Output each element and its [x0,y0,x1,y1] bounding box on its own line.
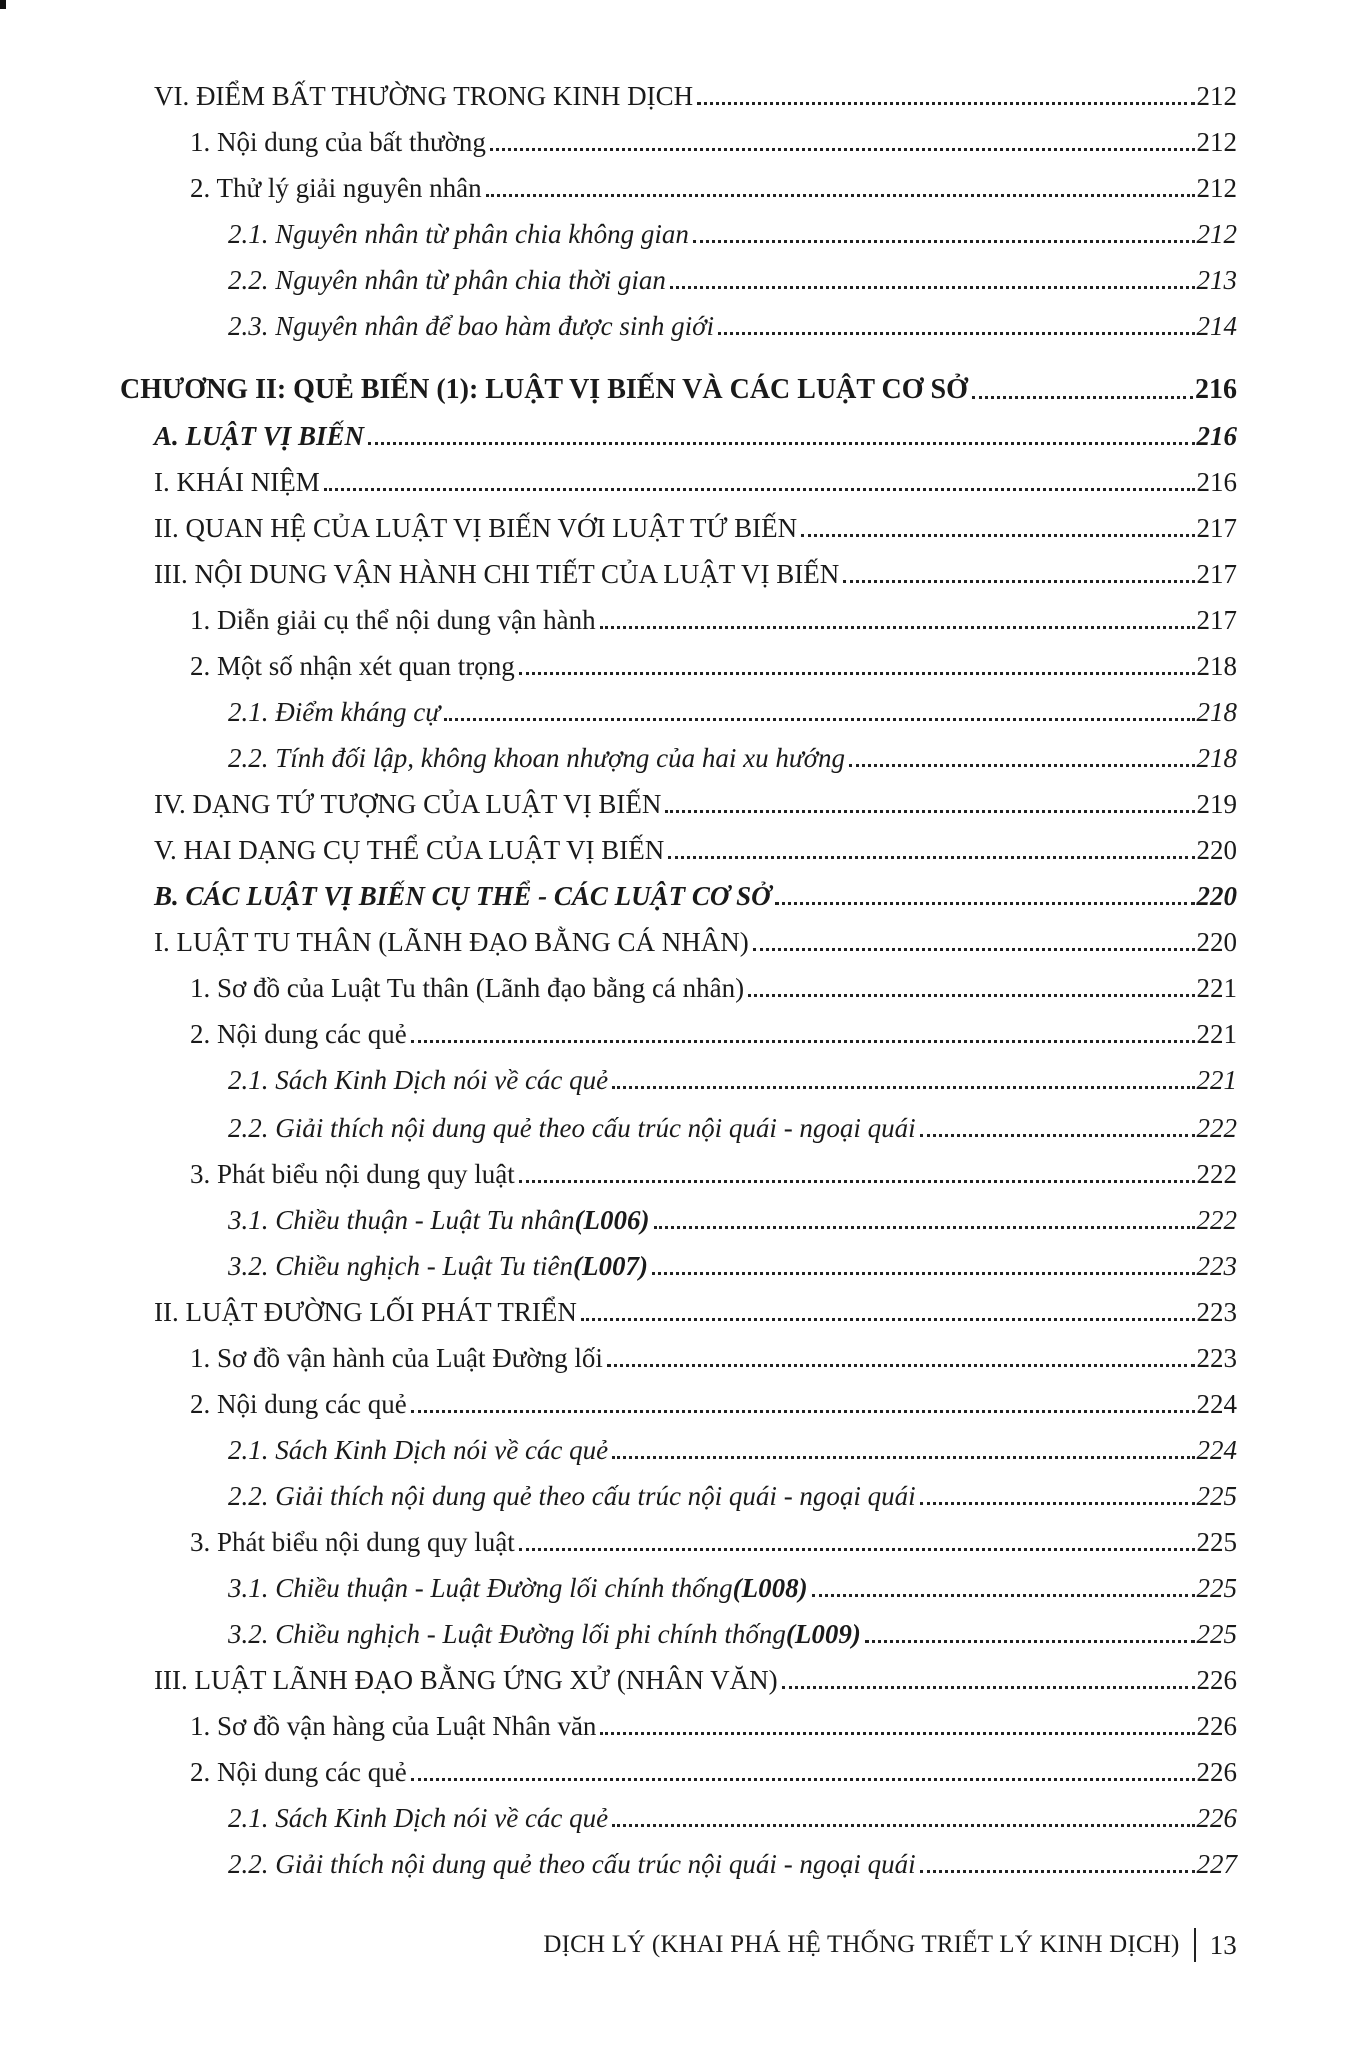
toc-entry-title: II. QUAN HỆ CỦA LUẬT VỊ BIẾN VỚI LUẬT TỨ BIẾN [154,513,798,543]
toc-entry [154,918,1237,958]
toc-entry-title: 2. Nội dung các quẻ [190,1019,407,1049]
toc-entry [154,1288,1237,1328]
toc-dot-leader [718,332,1195,335]
toc-page-number: 218 [1196,651,1237,681]
toc-entry [120,366,1237,406]
toc-dot-leader [920,1134,1195,1137]
toc-page-number: 221 [1196,973,1237,1003]
toc-dot-leader [324,488,1195,491]
toc-entry-title: 3. Phát biểu nội dung quy luật [190,1159,515,1189]
toc-entry-title: 2.1. Sách Kinh Dịch nói về các quẻ [228,1435,609,1465]
footer-page-number: 13 [1209,1929,1237,1960]
toc-entry [228,688,1237,728]
toc-entry-code: (L006) [574,1205,650,1235]
toc-dot-leader [612,1824,1194,1827]
toc-dot-leader [849,764,1195,767]
toc-entry-title: I. LUẬT TU THÂN (LÃNH ĐẠO BẰNG CÁ NHÂN) [154,927,749,957]
toc-entry [190,118,1237,158]
toc-entry-title: 3.1. Chiều thuận - Luật Tu nhân [228,1205,575,1235]
toc-entry-title: 2. Nội dung các quẻ [190,1389,407,1419]
toc-page-number: 220 [1196,835,1237,865]
toc-entry [190,1518,1237,1558]
toc-page-number: 218 [1196,743,1237,773]
toc-entry [228,1610,1237,1650]
toc-entry [154,504,1237,544]
toc-dot-leader [668,856,1194,859]
toc-entry-title: 3. Phát biểu nội dung quy luật [190,1527,515,1557]
toc-entry [154,458,1237,498]
toc-dot-leader [865,1640,1195,1643]
toc-entry-title: III. LUẬT LÃNH ĐẠO BẰNG ỨNG XỬ (NHÂN VĂN) [154,1665,778,1695]
toc-dot-leader [753,948,1195,951]
toc-entry-title: II. LUẬT ĐƯỜNG LỐI PHÁT TRIỂN [154,1297,577,1327]
toc-page-number: 212 [1196,81,1237,111]
toc-dot-leader [411,1040,1195,1043]
toc-entry [228,1242,1237,1282]
toc-entry-title: 2.3. Nguyên nhân để bao hàm được sinh giới [228,311,714,341]
toc-page-number: 218 [1196,697,1237,727]
toc-entry [228,302,1237,342]
toc-page-number: 226 [1196,1757,1237,1787]
toc-page-number: 219 [1196,789,1237,819]
toc-dot-leader [652,1272,1195,1275]
toc-entry [228,1472,1237,1512]
toc-page-number: 222 [1196,1159,1237,1189]
toc-dot-leader [612,1086,1194,1089]
toc-dot-leader [670,286,1195,289]
toc-page-number: 225 [1196,1573,1237,1603]
toc-entry [190,1702,1237,1742]
toc-entry [228,1564,1237,1604]
toc-dot-leader [972,396,1193,399]
toc-entry-code: (L007) [573,1251,648,1281]
toc-entry [154,72,1237,112]
toc-entry [228,1794,1237,1834]
toc-page-number: 217 [1196,605,1237,635]
toc-entry [228,1104,1237,1144]
toc-entry-title: 2.2. Giải thích nội dung quẻ theo cấu trúc nội quái - ngoại quái [228,1481,916,1511]
footer-book-title: DỊCH LÝ (KHAI PHÁ HỆ THỐNG TRIẾT LÝ KINH DỊCH) [543,1931,1180,1958]
toc-page-number: 220 [1196,881,1237,911]
toc-dot-leader [775,902,1195,905]
toc-page-number: 216 [1196,467,1237,497]
toc-entry-title: 2. Một số nhận xét quan trọng [190,651,515,681]
toc-entry-title: A. LUẬT VỊ BIẾN [154,421,365,451]
toc-entry [190,1150,1237,1190]
toc-page-number: 227 [1196,1849,1237,1879]
toc-dot-leader [693,240,1195,243]
toc-page-number: 217 [1196,513,1237,543]
toc-page-number: 216 [1195,374,1237,405]
toc-page-number: 222 [1196,1113,1237,1143]
toc-page-number: 226 [1196,1665,1237,1695]
toc-entry-title: 2.2. Giải thích nội dung quẻ theo cấu trúc nội quái - ngoại quái [228,1113,916,1143]
toc-entry [228,1056,1237,1096]
toc-entry [154,550,1237,590]
toc-entry-title: 1. Sơ đồ của Luật Tu thân (Lãnh đạo bằng cá nhân) [190,973,745,1003]
toc-dot-leader [697,102,1194,105]
toc-entry [190,164,1237,204]
toc-page-number: 216 [1196,421,1237,451]
toc-dot-leader [600,626,1195,629]
toc-page-number: 212 [1196,219,1237,249]
page-edge-mark [0,0,6,9]
footer-separator [1194,1928,1196,1962]
toc-dot-leader [581,1318,1195,1321]
toc-entry [228,256,1237,296]
toc-entry [190,1334,1237,1374]
toc-entry-title: 1. Sơ đồ vận hành của Luật Đường lối [190,1343,603,1373]
toc-page-number: 223 [1196,1343,1237,1373]
toc-entry-title: 3.2. Chiều nghịch - Luật Tu tiên [228,1251,574,1281]
toc-entry-code: (L008) [732,1573,808,1603]
toc-dot-leader [519,672,1195,675]
toc-entry-title: 2.1. Điểm kháng cự [228,697,440,727]
toc-entry-title: 2.1. Sách Kinh Dịch nói về các quẻ [228,1065,609,1095]
toc-entry [190,1748,1237,1788]
toc-page-number: 221 [1196,1065,1237,1095]
toc-page-number: 224 [1196,1389,1237,1419]
toc-entry [190,642,1237,682]
toc-entry-title: I. KHÁI NIỆM [154,467,320,497]
toc-page-number: 225 [1196,1527,1237,1557]
toc-dot-leader [665,810,1194,813]
toc-entry-title: 3.2. Chiều nghịch - Luật Đường lối phi chính thống [228,1619,786,1649]
toc-dot-leader [490,148,1195,151]
toc-entry-title: IV. DẠNG TỨ TƯỢNG CỦA LUẬT VỊ BIẾN [154,789,662,819]
toc-page-number: 212 [1196,127,1237,157]
toc-dot-leader [920,1870,1195,1873]
toc-dot-leader [801,534,1194,537]
toc-entry [190,1380,1237,1420]
toc-page-number: 226 [1196,1711,1237,1741]
toc-entry-title: 1. Nội dung của bất thường [190,127,486,157]
toc-entry-title: 2.1. Nguyên nhân từ phân chia không gian [228,219,689,249]
toc-page-number: 212 [1196,173,1237,203]
toc-page-number: 213 [1196,265,1237,295]
toc-entry [154,412,1237,452]
toc-entry-title: 2. Nội dung các quẻ [190,1757,407,1787]
toc-dot-leader [748,994,1194,997]
toc-entry [154,780,1237,820]
toc-entry [228,1426,1237,1466]
toc-dot-leader [368,442,1194,445]
toc-entry-title: V. HAI DẠNG CỤ THỂ CỦA LUẬT VỊ BIẾN [154,835,665,865]
toc-page-number: 223 [1196,1297,1237,1327]
toc-dot-leader [444,718,1195,721]
toc-dot-leader [519,1548,1195,1551]
toc-page-number: 220 [1196,927,1237,957]
toc-entry-title: 1. Sơ đồ vận hàng của Luật Nhân văn [190,1711,597,1741]
toc-entry [190,596,1237,636]
toc-entry-title: 3.1. Chiều thuận - Luật Đường lối chính thống [228,1573,733,1603]
toc-dot-leader [600,1732,1194,1735]
toc-entry-title: 1. Diễn giải cụ thể nội dung vận hành [190,605,596,635]
toc-page-number: 217 [1196,559,1237,589]
page-footer [543,1928,1237,1962]
toc-entry-title: 2.1. Sách Kinh Dịch nói về các quẻ [228,1803,609,1833]
toc-entry-title: CHƯƠNG II: QUẺ BIẾN (1): LUẬT VỊ BIẾN VÀ CÁC LUẬT CƠ SỞ [120,374,968,405]
toc-dot-leader [607,1364,1195,1367]
toc-dot-leader [519,1180,1195,1183]
toc-dot-leader [654,1226,1195,1229]
toc-entry [154,826,1237,866]
toc-page-number: 224 [1196,1435,1237,1465]
toc-dot-leader [612,1456,1194,1459]
toc-entry-title: 2.2. Nguyên nhân từ phân chia thời gian [228,265,666,295]
toc-dot-leader [411,1778,1195,1781]
toc-entry [228,1196,1237,1236]
toc-dot-leader [843,580,1194,583]
toc-entry [228,1840,1237,1880]
toc-dot-leader [812,1594,1195,1597]
toc-dot-leader [920,1502,1195,1505]
toc-entry [228,734,1237,774]
toc-page-number: 225 [1196,1481,1237,1511]
toc-page-number: 221 [1196,1019,1237,1049]
toc-entry-title: 2.2. Tính đối lập, không khoan nhượng của hai xu hướng [228,743,845,773]
toc-page-number: 222 [1196,1205,1237,1235]
toc-page-number: 226 [1196,1803,1237,1833]
toc-entry [228,210,1237,250]
toc-dot-leader [782,1686,1195,1689]
toc-page-number: 225 [1196,1619,1237,1649]
toc-entry [190,1010,1237,1050]
toc-dot-leader [486,194,1195,197]
toc-dot-leader [411,1410,1195,1413]
toc-entry [154,1656,1237,1696]
toc-entry-title: B. CÁC LUẬT VỊ BIẾN CỤ THỂ - CÁC LUẬT CƠ SỞ [154,881,771,911]
toc-entry-code: (L009) [785,1619,861,1649]
toc-page-number: 223 [1196,1251,1237,1281]
toc-entry-title: 2. Thử lý giải nguyên nhân [190,173,482,203]
toc-page-number: 214 [1196,311,1237,341]
toc-entry [154,872,1237,912]
toc-entry-title: III. NỘI DUNG VẬN HÀNH CHI TIẾT CỦA LUẬT VỊ BIẾN [154,559,840,589]
toc-entry-title: VI. ĐIỂM BẤT THƯỜNG TRONG KINH DỊCH [154,81,694,111]
toc-entry [190,964,1237,1004]
toc-entry-title: 2.2. Giải thích nội dung quẻ theo cấu trúc nội quái - ngoại quái [228,1849,916,1879]
